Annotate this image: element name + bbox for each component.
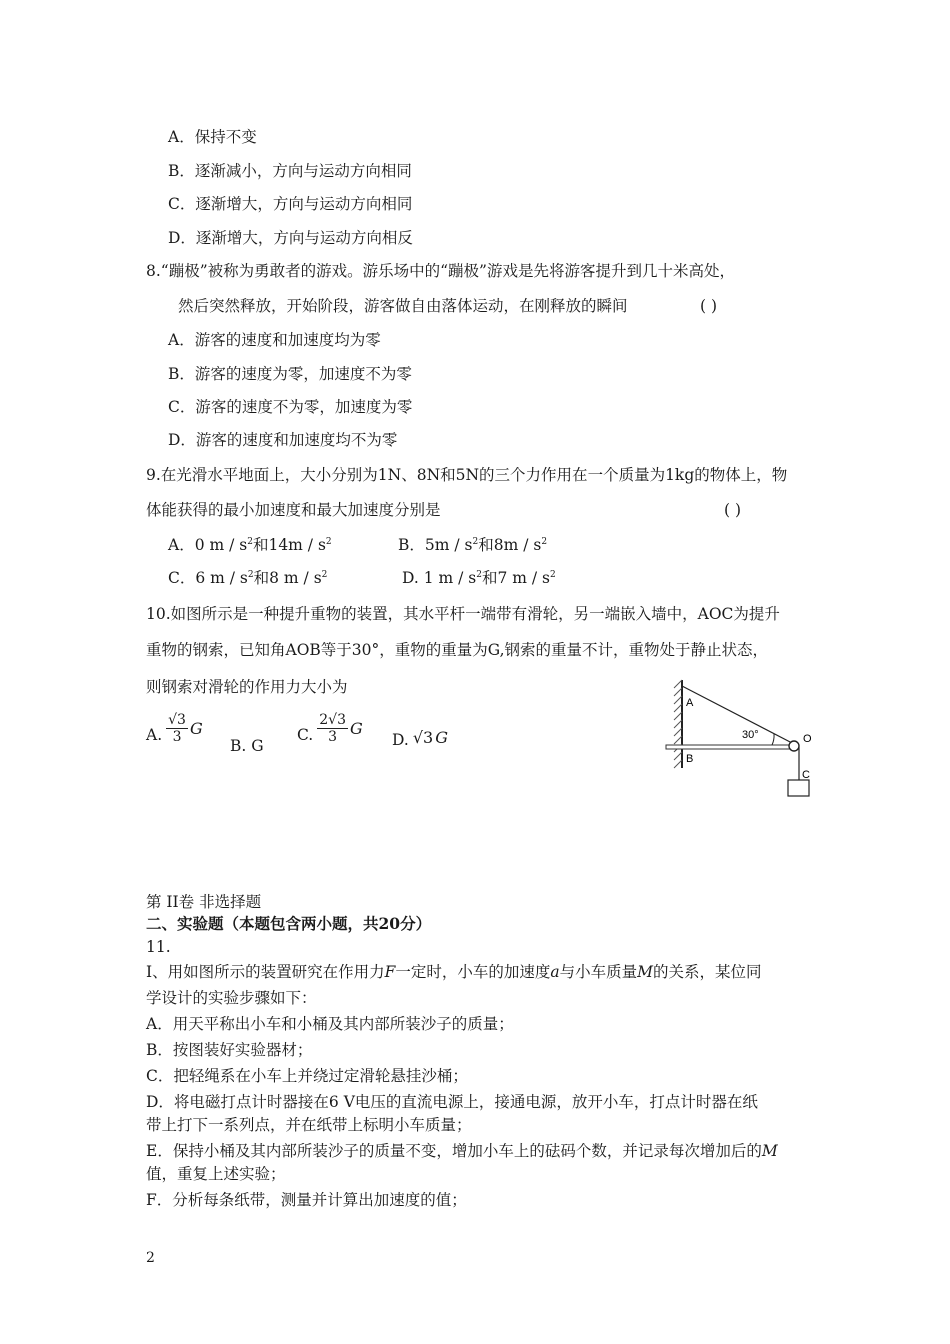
q10-stem-line1: 10.如图所示是一种提升重物的装置，其水平杆一端带有滑轮，另一端嵌入墙中，AOC为提升 — [146, 605, 780, 623]
q8-option-a: A．游客的速度和加速度均为零 — [168, 331, 381, 349]
q9-option-b: B．$5m / s^2$和$8m / s^2$ — [398, 536, 548, 554]
label-b: B — [686, 753, 694, 765]
q11-step-d-line1: D．将电磁打点计时器接在6 V电压的直流电源上，接通电源，放开小车，打点计时器在纸 — [146, 1093, 758, 1111]
q10-stem-line2: 重物的钢索，已知角AOB等于30°，重物的重量为G,钢索的重量不计，重物处于静止状态， — [146, 641, 769, 659]
q11-step-e-line1: E．保持小桶及其内部所装沙子的质量不变，增加小车上的砝码个数，并记录每次增加后的M — [146, 1142, 778, 1160]
q9-stem-line1: 9.在光滑水平地面上，大小分别为1N、8N和5N的三个力作用在一个质量为1kg的物体上，物 — [146, 466, 788, 484]
q9-option-d: D. 1 m / $s^2$和7 m / $s^2$ — [402, 569, 556, 587]
q10-option-c: C. $\frac{2√3}{3}$ G — [297, 711, 363, 745]
q10-option-d: D. √3 G — [392, 727, 448, 749]
label-o: O — [803, 733, 812, 745]
label-a: A — [686, 697, 694, 709]
q8-option-c: C．游客的速度不为零，加速度为零 — [168, 398, 413, 416]
q11-step-a: A．用天平称出小车和小桶及其内部所装沙子的质量； — [146, 1015, 514, 1033]
q8-stem-line1: 8.“蹦极”被称为勇敢者的游戏。游乐场中的“蹦极”游戏是先将游客提升到几十米高处， — [146, 262, 735, 280]
cable-ao — [682, 686, 794, 744]
q8-option-b: B．游客的速度为零，加速度不为零 — [168, 365, 412, 383]
q11-intro-line2: 学设计的实验步骤如下： — [146, 989, 317, 1007]
q10-option-a: A. $\frac{√3}{3}$ G — [146, 711, 203, 745]
label-c: C — [802, 769, 810, 781]
q9-answer-blank: ( ) — [724, 501, 742, 519]
q7-option-d: D．逐渐增大，方向与运动方向相反 — [168, 229, 413, 247]
q11-number: 11. — [146, 938, 171, 956]
page-number: 2 — [146, 1250, 155, 1266]
section-heading: 二、实验题（本题包含两小题，共20分） — [146, 914, 432, 933]
pulley — [789, 741, 799, 751]
q11-step-f: F．分析每条纸带，测量并计算出加速度的值； — [146, 1191, 467, 1209]
q8-stem-line2: 然后突然释放，开始阶段，游客做自由落体运动，在刚释放的瞬间 — [178, 297, 628, 315]
label-angle: 30° — [742, 729, 759, 741]
q10-stem-line3: 则钢索对滑轮的作用力大小为 — [146, 678, 348, 696]
angle-arc — [772, 734, 774, 745]
q11-step-c: C．把轻绳系在小车上并绕过定滑轮悬挂沙桶； — [146, 1067, 468, 1085]
q9-option-a: A．0 m / $s^2$和$14m / s^2$ — [168, 536, 332, 554]
horizontal-rod — [666, 745, 794, 749]
q7-option-c: C．逐渐增大，方向与运动方向相同 — [168, 195, 413, 213]
q10-option-b: B. G — [230, 737, 264, 755]
q7-option-b: B．逐渐减小，方向与运动方向相同 — [168, 162, 412, 180]
weight-block — [788, 780, 809, 796]
pulley-diagram — [660, 676, 820, 800]
q9-stem-line2: 体能获得的最小加速度和最大加速度分别是 — [146, 501, 441, 519]
q11-step-e-line2: 值，重复上述实验； — [146, 1165, 286, 1183]
q11-step-b: B．按图装好实验器材； — [146, 1041, 313, 1059]
q11-step-d-line2: 带上打下一系列点，并在纸带上标明小车质量； — [146, 1116, 472, 1134]
q7-option-a: A．保持不变 — [168, 128, 257, 146]
section-title: 第 II卷 非选择题 — [146, 893, 262, 911]
wall-hatching — [674, 680, 682, 768]
q11-intro-line1: I、用如图所示的装置研究在作用力F一定时，小车的加速度a与小车质量M的关系，某位同 — [146, 963, 762, 981]
q8-option-d: D．游客的速度和加速度均不为零 — [168, 431, 398, 449]
q9-option-c: C．6 m / $s^2$和8 m / $s^2$ — [168, 569, 328, 587]
q8-answer-blank: ( ) — [700, 297, 718, 315]
